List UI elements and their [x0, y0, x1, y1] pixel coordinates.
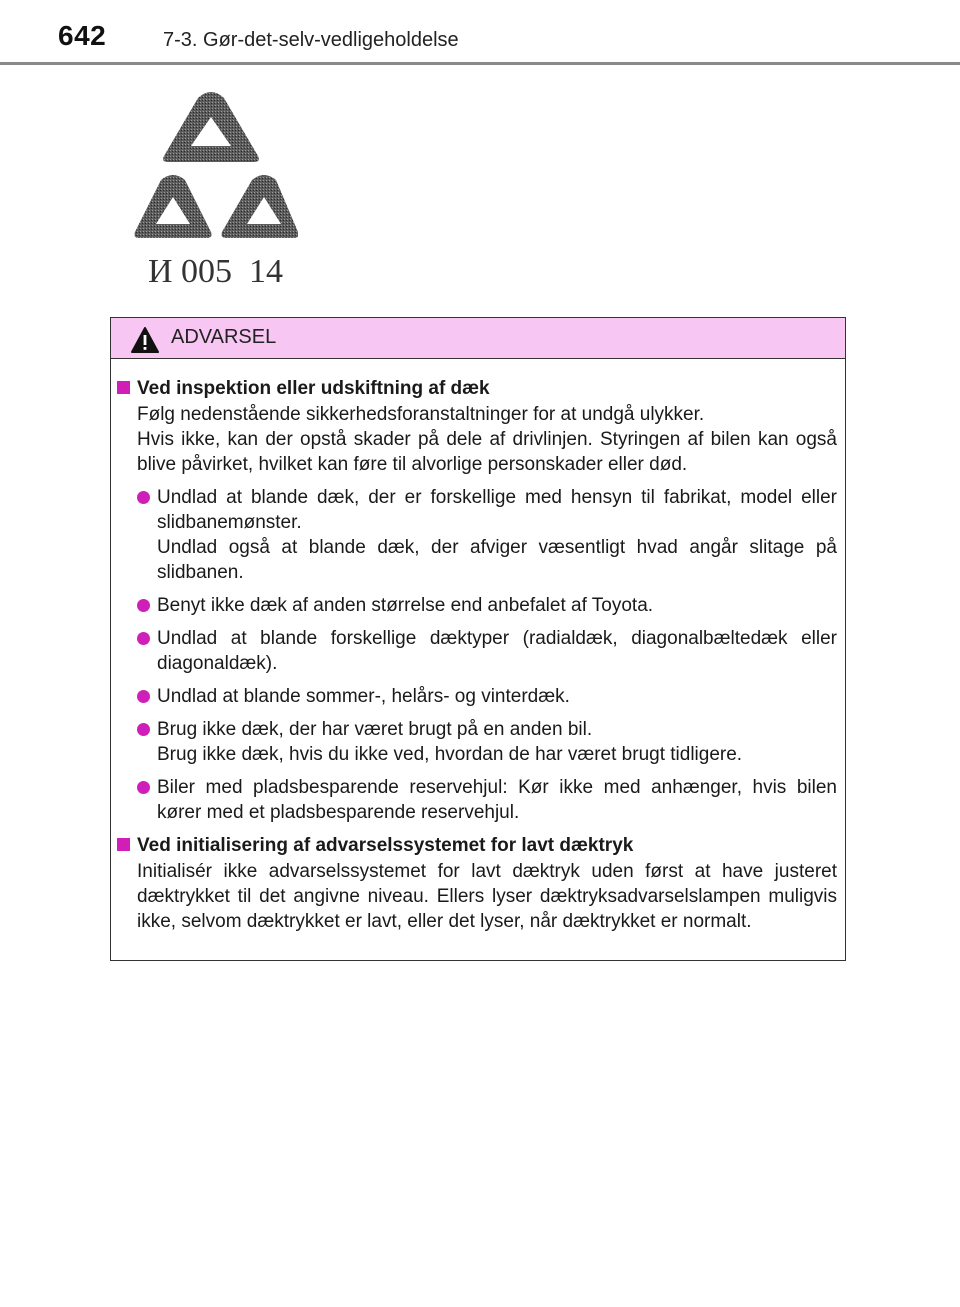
warning-body — [111, 376, 845, 942]
square-bullet-icon — [117, 381, 130, 394]
page-header — [0, 0, 960, 66]
list-item: Undlad at blande forskellige dæktyper (radialdæk, diagonalbæltedæk eller diagonaldæk). — [113, 626, 837, 676]
subheading-tire-inspection: Ved inspektion eller udskiftning af dæk — [113, 376, 837, 401]
bullet-dot-icon — [137, 723, 150, 736]
bullet-dot-icon — [137, 599, 150, 612]
list-item: Brug ikke dæk, der har været brugt på en anden bil. Brug ikke dæk, hvis du ikke ved, hvordan de har været brugt tidligere. — [113, 717, 837, 767]
bullet-dot-icon — [137, 781, 150, 794]
marking-code: И 005 14 — [148, 253, 284, 290]
page-number: 642 — [58, 20, 107, 51]
square-bullet-icon — [117, 838, 130, 851]
tire-marking-illustration — [128, 84, 298, 290]
warning-box — [110, 317, 846, 961]
list-item: Undlad at blande dæk, der er forskellige med hensyn til fabrikat, model eller slidbanemønster. Undlad også at blande dæk, der afviger væsentligt hvad angår slitage på slidbanen. — [113, 485, 837, 585]
header-divider — [0, 62, 960, 65]
bullet-dot-icon — [137, 690, 150, 703]
list-item: Biler med pladsbesparende reservehjul: Kør ikke med anhænger, hvis bilen kører med et pladsbesparende reservehjul. — [113, 775, 837, 825]
bullet-dot-icon — [137, 491, 150, 504]
list-item: Undlad at blande sommer-, helårs- og vinterdæk. — [113, 684, 837, 709]
section-title: 7-3. Gør-det-selv-vedligeholdelse — [163, 29, 459, 51]
bullet-dot-icon — [137, 632, 150, 645]
triangle-top-icon — [163, 92, 259, 162]
intro-paragraph: Følg nedenstående sikkerhedsforanstaltninger for at undgå ulykker. Hvis ikke, kan der opstå skader på dele af drivlinjen. Styringen af bilen kan også blive påvirket, hvilket kan føre til alvorlige personskader eller død. — [137, 404, 837, 475]
tpms-paragraph: Initialisér ikke advarselssystemet for lavt dæktryk uden først at have justeret dæktrykket til det angivne niveau. Ellers lyser dæktryksadvarselslampen muligvis ikke, selvom dæktrykket er lavt, eller det lyser, når dæktrykket er normalt. — [137, 861, 837, 932]
warning-title: ADVARSEL — [171, 326, 277, 348]
warning-triangle-icon — [131, 327, 159, 353]
list-item: Benyt ikke dæk af anden størrelse end anbefalet af Toyota. — [113, 593, 837, 618]
warning-header — [111, 318, 845, 359]
triangle-left-icon — [135, 175, 212, 238]
subheading-tpms-initialization: Ved initialisering af advarselssystemet for lavt dæktryk — [113, 833, 837, 858]
triangle-right-icon — [222, 175, 299, 238]
